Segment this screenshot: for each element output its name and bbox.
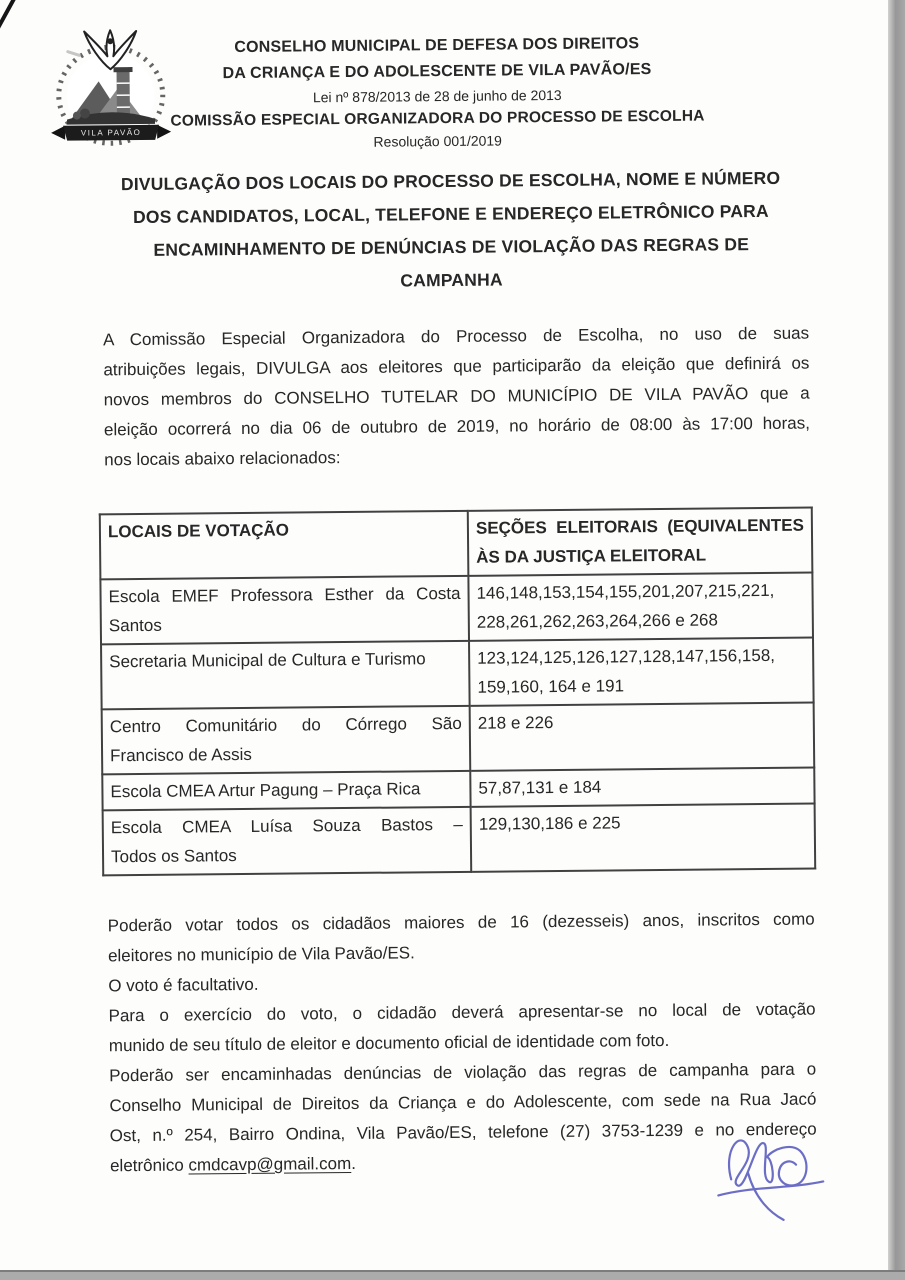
cell-local: Escola EMEF Professora Esther da Costa Santos	[100, 576, 469, 645]
closing-paragraphs	[108, 905, 818, 1182]
cell-local: Escola CMEA Luísa Souza Bastos – Todos os Santos	[103, 807, 472, 876]
contact-email: cmdcavp@gmail.com	[188, 1153, 352, 1175]
paragraph-line: Poderão votar todos os cidadãos maiores de 16 (dezesseis) anos, inscritos como	[107, 909, 815, 936]
paragraph-line: nos locais abaixo relacionados:	[104, 448, 341, 470]
commission-name: COMISSÃO ESPECIAL ORGANIZADORA DO PROCESSO DE ESCOLHA	[170, 107, 705, 130]
table-row	[103, 804, 816, 876]
scanner-right-edge	[888, 0, 905, 1280]
cell-local: Escola CMEA Artur Pagung – Praça Rica	[102, 771, 470, 811]
svg-text:VILA PAVÃO: VILA PAVÃO	[80, 127, 142, 138]
handwritten-signature	[715, 1114, 841, 1240]
title-line: CAMPANHA	[400, 269, 503, 291]
resolution-number: Resolução 001/2019	[373, 132, 503, 150]
paragraph-line: atribuições legais, DIVULGA aos eleitores que participarão da eleição que definirá os	[103, 353, 810, 380]
paragraph-line: O voto é facultativo.	[108, 974, 259, 996]
cell-secoes: 129,130,186 e 225	[471, 804, 816, 872]
cell-secoes: 146,148,153,154,155,201,207,215,221, 228,261,262,263,264,266 e 268	[468, 573, 813, 641]
cell-secoes: 57,87,131 e 184	[470, 768, 814, 807]
org-name-line2: DA CRIANÇA E DO ADOLESCENTE DE VILA PAVÃO/ES	[222, 61, 652, 83]
paragraph-line: Para o exercício do voto, o cidadão deverá apresentar-se no local de votação	[108, 999, 816, 1026]
header-cell-secoes: SEÇÕES ELEITORAIS (EQUIVALENTES ÀS DA JUSTIÇA ELEITORAL	[468, 508, 813, 576]
paragraph-line: munido de seu título de eleitor e documento oficial de identidade com foto.	[108, 1030, 670, 1056]
email-line-prefix: eletrônico	[109, 1155, 189, 1176]
org-name-line1: CONSELHO MUNICIPAL DE DEFESA DOS DIREITOS	[234, 35, 640, 57]
title-line: DIVULGAÇÃO DOS LOCAIS DO PROCESSO DE ESCOLHA, NOME E NÚMERO	[120, 167, 781, 195]
paragraph-line: Ost, n.º 254, Bairro Ondina, Vila Pavão/ES, telefone (27) 3753-1239 e no endereço	[109, 1119, 817, 1146]
paragraph-line: novos membros do CONSELHO TUTELAR DO MUNICÍPIO DE VILA PAVÃO que a	[103, 383, 810, 410]
scan-corner-artifact	[0, 0, 30, 34]
document-title	[95, 162, 806, 301]
table-row	[100, 573, 813, 645]
paragraph-line	[110, 1145, 817, 1182]
vila-pavao-coat-of-arms-logo	[40, 25, 181, 156]
paragraph-line: Conselho Municipal de Direitos da Criança e do Adolescente, com sede na Rua Jacó	[109, 1089, 817, 1116]
scanner-bottom-edge	[0, 1270, 905, 1280]
paragraph-line: A Comissão Especial Organizadora do Processo de Escolha, no uso de suas	[103, 323, 810, 350]
paragraph-line: eleição ocorrerá no dia 06 de outubro de 2019, no horário de 08:00 às 17:00 horas,	[103, 413, 811, 440]
voting-locations-table	[99, 507, 816, 877]
cell-local: Secretaria Municipal de Cultura e Turismo	[101, 641, 470, 710]
cell-secoes: 218 e 226	[470, 703, 815, 771]
table-row	[102, 703, 815, 775]
email-line-suffix: .	[351, 1153, 357, 1173]
law-reference: Lei nº 878/2013 de 28 de junho de 2013	[312, 86, 562, 106]
title-line: ENCAMINHAMENTO DE DENÚNCIAS DE VIOLAÇÃO DAS REGRAS DE	[153, 234, 750, 260]
title-line: DOS CANDIDATOS, LOCAL, TELEFONE E ENDEREÇO ELETRÔNICO PARA	[132, 200, 769, 228]
intro-paragraph	[103, 319, 810, 476]
paragraph-line: Poderão ser encaminhadas denúncias de violação das regras de campanha para o	[109, 1059, 817, 1086]
header-cell-locais: LOCAIS DE VOTAÇÃO	[100, 511, 469, 580]
table-row	[101, 638, 814, 710]
table-header-row	[100, 508, 813, 580]
paragraph-line: eleitores no município de Vila Pavão/ES.	[107, 943, 415, 966]
cell-local: Centro Comunitário do Córrego São Francisco de Assis	[102, 706, 471, 775]
cell-secoes: 123,124,125,126,127,128,147,156,158, 159,160, 164 e 191	[469, 638, 814, 706]
